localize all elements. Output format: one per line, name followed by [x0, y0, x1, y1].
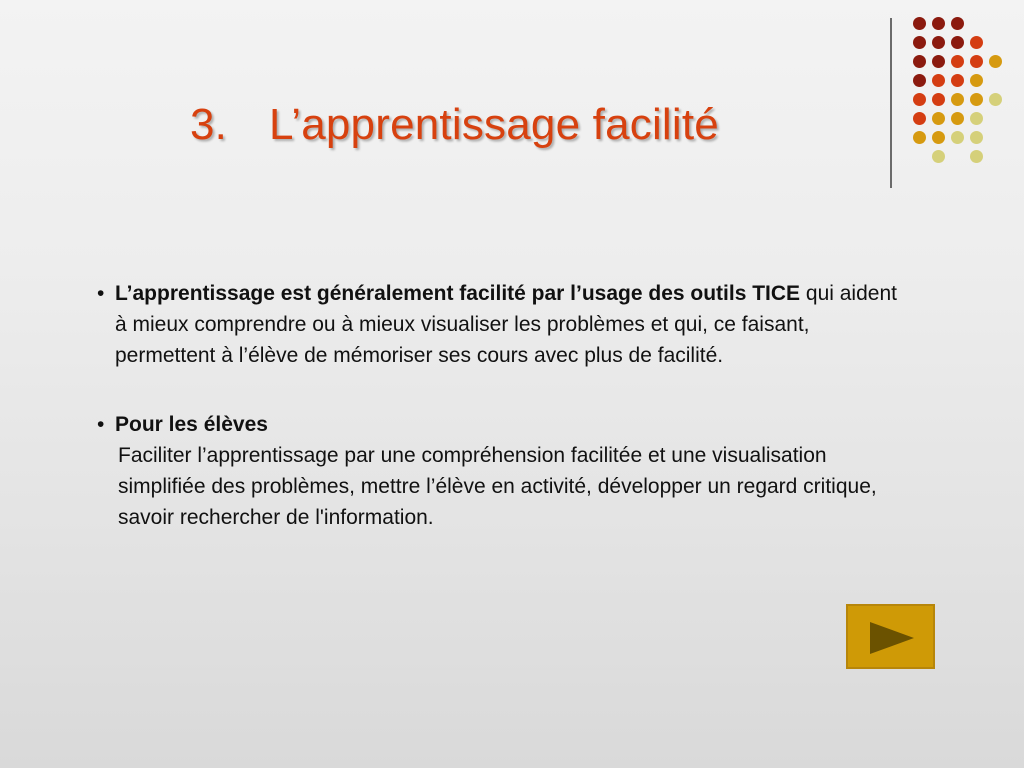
decorative-dot [932, 17, 945, 30]
decorative-dot [932, 112, 945, 125]
bullet-marker: • [97, 413, 105, 436]
decorative-dot [932, 55, 945, 68]
bullet-text: Faciliter l’apprentissage par une compréhension facilitée et une visualisation simplifiée des problèmes, mettre l’élève en activité, développer un regard critique, savoir rechercher de l'information. [118, 444, 877, 529]
decorative-dot [951, 93, 964, 106]
decorative-dot [932, 131, 945, 144]
decorative-dot [989, 93, 1002, 106]
decorative-dot [970, 93, 983, 106]
decorative-dot [970, 150, 983, 163]
decorative-dot [970, 112, 983, 125]
decorative-dot [970, 55, 983, 68]
decorative-dot [932, 74, 945, 87]
bullet-item-tice [97, 278, 897, 371]
decorative-dot [951, 55, 964, 68]
decorative-dot [913, 93, 926, 106]
slide-title [190, 100, 719, 150]
decorative-dot [951, 131, 964, 144]
decorative-dot [913, 112, 926, 125]
decorative-dot [951, 74, 964, 87]
decorative-dot [951, 17, 964, 30]
decorative-dot [970, 74, 983, 87]
play-triangle-icon [868, 620, 916, 656]
decorative-dot [970, 36, 983, 49]
decorative-dot [989, 55, 1002, 68]
decorative-dot [932, 36, 945, 49]
slide-title-text: L’apprentissage facilité [269, 100, 719, 149]
bullet-heading: Pour les élèves [115, 413, 268, 436]
bullet-bold-text: L’apprentissage est généralement facilité par l’usage des outils TICE [115, 282, 801, 305]
bullet-item-eleves [97, 409, 897, 533]
decorative-dot [932, 93, 945, 106]
decorative-dot [913, 36, 926, 49]
slide-title-number: 3. [190, 100, 228, 149]
decorative-dot [970, 131, 983, 144]
decorative-dot [951, 112, 964, 125]
decorative-dot [932, 150, 945, 163]
bullet-marker: • [97, 282, 105, 305]
decorative-dot [913, 131, 926, 144]
decorative-dot [913, 55, 926, 68]
decorative-dot [913, 17, 926, 30]
decorative-dot [951, 36, 964, 49]
next-slide-button[interactable] [846, 604, 935, 669]
bullet-text: qui aident à mieux comprendre ou à mieux visualiser les problèmes et qui, ce faisant, permettent à l’élève de mémoriser ses cours avec plus de facilité. [115, 282, 897, 367]
decorative-dot [913, 74, 926, 87]
title-divider-line [890, 18, 892, 188]
slide-body [97, 278, 897, 571]
